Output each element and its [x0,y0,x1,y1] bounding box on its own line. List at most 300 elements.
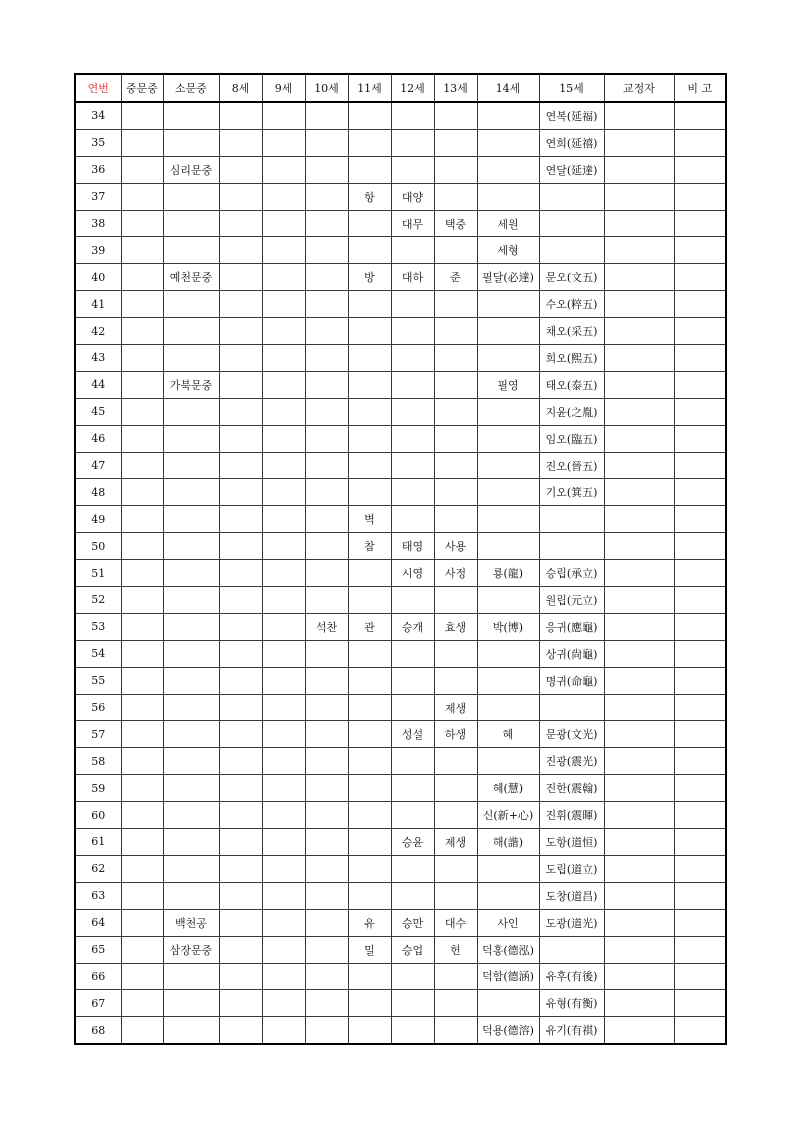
cell-10se [305,882,348,909]
cell-no: 41 [75,291,121,318]
cell-no: 56 [75,694,121,721]
cell-no: 63 [75,882,121,909]
cell-12se [391,398,434,425]
cell-14se: 룡(龍) [477,560,539,587]
cell-10se [305,775,348,802]
cell-9se [262,318,305,345]
cell-10se [305,237,348,264]
cell-12se [391,479,434,506]
cell-editor [604,855,674,882]
cell-editor [604,694,674,721]
cell-so-munjung [163,855,219,882]
cell-8se [219,398,262,425]
cell-so-munjung [163,882,219,909]
cell-8se [219,291,262,318]
cell-12se [391,452,434,479]
cell-15se: 기오(箕五) [539,479,604,506]
cell-11se: 참 [348,533,391,560]
cell-jung-munjung [121,560,163,587]
table-row [75,640,726,667]
cell-10se: 석찬 [305,613,348,640]
cell-9se [262,560,305,587]
cell-note [674,909,726,936]
cell-note [674,640,726,667]
table-body [75,102,726,1044]
cell-14se [477,479,539,506]
cell-editor [604,210,674,237]
cell-so-munjung [163,183,219,210]
cell-jung-munjung [121,452,163,479]
cell-editor [604,371,674,398]
table-row [75,237,726,264]
cell-no: 68 [75,1017,121,1044]
cell-9se [262,210,305,237]
cell-11se [348,237,391,264]
cell-10se [305,183,348,210]
cell-13se: 헌 [434,936,477,963]
cell-8se [219,882,262,909]
cell-so-munjung [163,721,219,748]
cell-11se [348,587,391,614]
cell-editor [604,909,674,936]
cell-note [674,721,726,748]
cell-editor [604,748,674,775]
cell-so-munjung [163,802,219,829]
cell-so-munjung [163,318,219,345]
cell-8se [219,506,262,533]
cell-13se [434,640,477,667]
cell-15se: 원립(元立) [539,587,604,614]
cell-editor [604,129,674,156]
cell-note [674,291,726,318]
cell-13se [434,102,477,129]
cell-note [674,183,726,210]
cell-13se [434,291,477,318]
table-row [75,102,726,129]
cell-note [674,748,726,775]
cell-editor [604,425,674,452]
cell-15se [539,183,604,210]
cell-editor [604,533,674,560]
cell-13se [434,452,477,479]
table-row [75,156,726,183]
cell-14se [477,533,539,560]
cell-14se: 세원 [477,210,539,237]
cell-13se [434,748,477,775]
cell-14se [477,425,539,452]
cell-14se [477,129,539,156]
table-row [75,802,726,829]
cell-no: 67 [75,990,121,1017]
cell-8se [219,264,262,291]
header-13se: 13세 [434,74,477,102]
cell-12se [391,129,434,156]
cell-note [674,855,726,882]
cell-9se [262,909,305,936]
cell-note [674,345,726,372]
cell-13se: 제생 [434,694,477,721]
cell-so-munjung [163,345,219,372]
cell-jung-munjung [121,156,163,183]
table-row [75,694,726,721]
cell-12se: 성설 [391,721,434,748]
cell-so-munjung [163,990,219,1017]
cell-so-munjung [163,613,219,640]
cell-jung-munjung [121,855,163,882]
cell-9se [262,102,305,129]
cell-11se [348,694,391,721]
cell-9se [262,963,305,990]
header-row [75,74,726,102]
cell-9se [262,345,305,372]
cell-jung-munjung [121,775,163,802]
cell-no: 51 [75,560,121,587]
cell-13se [434,479,477,506]
cell-12se [391,371,434,398]
cell-editor [604,102,674,129]
cell-10se [305,587,348,614]
cell-9se [262,990,305,1017]
cell-no: 39 [75,237,121,264]
cell-jung-munjung [121,829,163,856]
cell-15se [539,506,604,533]
cell-8se [219,829,262,856]
table-header [75,74,726,102]
cell-9se [262,506,305,533]
cell-note [674,613,726,640]
cell-14se [477,318,539,345]
header-8se: 8세 [219,74,262,102]
cell-no: 60 [75,802,121,829]
cell-no: 36 [75,156,121,183]
cell-jung-munjung [121,533,163,560]
table-row [75,990,726,1017]
cell-no: 64 [75,909,121,936]
cell-editor [604,398,674,425]
cell-note [674,237,726,264]
cell-editor [604,264,674,291]
cell-12se [391,775,434,802]
cell-editor [604,829,674,856]
cell-no: 43 [75,345,121,372]
cell-12se [391,318,434,345]
cell-14se [477,102,539,129]
cell-so-munjung: 심리문중 [163,156,219,183]
cell-8se [219,533,262,560]
cell-12se [391,640,434,667]
cell-13se [434,237,477,264]
cell-11se [348,748,391,775]
cell-10se [305,318,348,345]
table-row [75,398,726,425]
cell-14se: 사인 [477,909,539,936]
cell-note [674,775,726,802]
cell-14se: 덕용(德溶) [477,1017,539,1044]
cell-no: 44 [75,371,121,398]
cell-11se [348,882,391,909]
cell-15se: 임오(臨五) [539,425,604,452]
cell-15se [539,533,604,560]
cell-editor [604,640,674,667]
cell-10se [305,452,348,479]
cell-15se: 희오(熙五) [539,345,604,372]
cell-13se: 준 [434,264,477,291]
cell-editor [604,506,674,533]
cell-8se [219,371,262,398]
cell-14se [477,990,539,1017]
cell-jung-munjung [121,721,163,748]
cell-12se [391,990,434,1017]
cell-so-munjung [163,963,219,990]
cell-so-munjung: 백천공 [163,909,219,936]
cell-jung-munjung [121,1017,163,1044]
cell-13se [434,506,477,533]
cell-so-munjung [163,425,219,452]
cell-9se [262,425,305,452]
cell-editor [604,936,674,963]
cell-8se [219,587,262,614]
header-10se: 10세 [305,74,348,102]
cell-no: 40 [75,264,121,291]
header-14se: 14세 [477,74,539,102]
cell-9se [262,156,305,183]
cell-10se [305,990,348,1017]
cell-note [674,156,726,183]
cell-so-munjung [163,829,219,856]
cell-11se [348,1017,391,1044]
cell-9se [262,1017,305,1044]
cell-8se [219,129,262,156]
cell-9se [262,371,305,398]
table-row [75,560,726,587]
cell-no: 42 [75,318,121,345]
cell-editor [604,990,674,1017]
table-row [75,882,726,909]
cell-15se: 상귀(尙龜) [539,640,604,667]
cell-12se [391,802,434,829]
table-row [75,479,726,506]
cell-no: 61 [75,829,121,856]
cell-12se [391,425,434,452]
cell-12se [391,237,434,264]
cell-14se: 필달(必達) [477,264,539,291]
cell-11se [348,560,391,587]
cell-13se [434,587,477,614]
cell-editor [604,560,674,587]
cell-14se: 해(諧) [477,829,539,856]
cell-10se [305,264,348,291]
cell-11se [348,963,391,990]
cell-note [674,371,726,398]
cell-jung-munjung [121,398,163,425]
cell-10se [305,371,348,398]
cell-8se [219,613,262,640]
table-row [75,1017,726,1044]
cell-jung-munjung [121,102,163,129]
cell-note [674,802,726,829]
table-row [75,667,726,694]
cell-15se [539,936,604,963]
cell-jung-munjung [121,129,163,156]
cell-15se: 연희(延禧) [539,129,604,156]
cell-10se [305,345,348,372]
cell-9se [262,183,305,210]
cell-9se [262,775,305,802]
cell-13se [434,398,477,425]
cell-so-munjung [163,694,219,721]
cell-note [674,533,726,560]
cell-10se [305,667,348,694]
cell-editor [604,963,674,990]
genealogy-table [74,73,727,1045]
cell-jung-munjung [121,506,163,533]
table-row [75,909,726,936]
cell-jung-munjung [121,318,163,345]
header-editor: 교정자 [604,74,674,102]
cell-so-munjung [163,667,219,694]
cell-8se [219,909,262,936]
cell-8se [219,936,262,963]
cell-10se [305,936,348,963]
cell-15se [539,237,604,264]
cell-note [674,694,726,721]
cell-so-munjung [163,775,219,802]
cell-jung-munjung [121,345,163,372]
header-note: 비 고 [674,74,726,102]
cell-8se [219,667,262,694]
cell-11se: 벽 [348,506,391,533]
cell-15se: 유후(有後) [539,963,604,990]
cell-8se [219,318,262,345]
cell-editor [604,587,674,614]
table-row [75,452,726,479]
cell-9se [262,855,305,882]
cell-10se [305,829,348,856]
cell-13se [434,963,477,990]
cell-12se [391,102,434,129]
cell-13se [434,371,477,398]
cell-no: 35 [75,129,121,156]
cell-9se [262,452,305,479]
cell-note [674,210,726,237]
cell-no: 52 [75,587,121,614]
header-11se: 11세 [348,74,391,102]
cell-editor [604,721,674,748]
cell-note [674,452,726,479]
cell-note [674,479,726,506]
header-12se: 12세 [391,74,434,102]
cell-12se [391,882,434,909]
cell-no: 65 [75,936,121,963]
table-row [75,425,726,452]
cell-9se [262,748,305,775]
cell-10se [305,291,348,318]
cell-8se [219,640,262,667]
cell-15se: 진휘(震暉) [539,802,604,829]
cell-so-munjung [163,479,219,506]
cell-9se [262,721,305,748]
cell-note [674,587,726,614]
cell-14se [477,452,539,479]
cell-10se [305,909,348,936]
cell-note [674,882,726,909]
cell-11se [348,775,391,802]
header-9se: 9세 [262,74,305,102]
cell-8se [219,775,262,802]
cell-11se [348,102,391,129]
cell-11se [348,640,391,667]
cell-note [674,102,726,129]
cell-so-munjung: 예천문중 [163,264,219,291]
cell-10se [305,640,348,667]
table-row [75,291,726,318]
cell-13se [434,345,477,372]
cell-so-munjung [163,506,219,533]
cell-note [674,264,726,291]
cell-8se [219,156,262,183]
cell-11se [348,829,391,856]
cell-13se [434,855,477,882]
cell-11se [348,667,391,694]
cell-14se [477,291,539,318]
cell-12se: 승윤 [391,829,434,856]
cell-so-munjung [163,237,219,264]
cell-12se: 대무 [391,210,434,237]
cell-editor [604,183,674,210]
table-row [75,129,726,156]
cell-8se [219,102,262,129]
genealogy-sheet [74,73,725,1045]
cell-note [674,829,726,856]
cell-12se [391,748,434,775]
cell-11se [348,452,391,479]
cell-13se: 하생 [434,721,477,748]
cell-13se: 제생 [434,829,477,856]
cell-10se [305,802,348,829]
cell-note [674,990,726,1017]
cell-no: 62 [75,855,121,882]
table-row [75,264,726,291]
cell-12se: 승개 [391,613,434,640]
cell-jung-munjung [121,882,163,909]
cell-note [674,506,726,533]
cell-14se [477,587,539,614]
cell-11se [348,210,391,237]
cell-so-munjung [163,102,219,129]
cell-12se [391,291,434,318]
cell-jung-munjung [121,936,163,963]
cell-10se [305,506,348,533]
cell-11se [348,318,391,345]
cell-8se [219,425,262,452]
cell-15se: 수오(粹五) [539,291,604,318]
cell-note [674,425,726,452]
cell-14se [477,398,539,425]
cell-13se: 택중 [434,210,477,237]
cell-11se: 방 [348,264,391,291]
cell-no: 46 [75,425,121,452]
cell-9se [262,667,305,694]
cell-11se: 밀 [348,936,391,963]
cell-13se [434,667,477,694]
cell-14se: 혜 [477,721,539,748]
cell-10se [305,855,348,882]
cell-14se: 혜(慧) [477,775,539,802]
cell-note [674,1017,726,1044]
cell-note [674,560,726,587]
header-so-munjung: 소문중 [163,74,219,102]
cell-no: 37 [75,183,121,210]
